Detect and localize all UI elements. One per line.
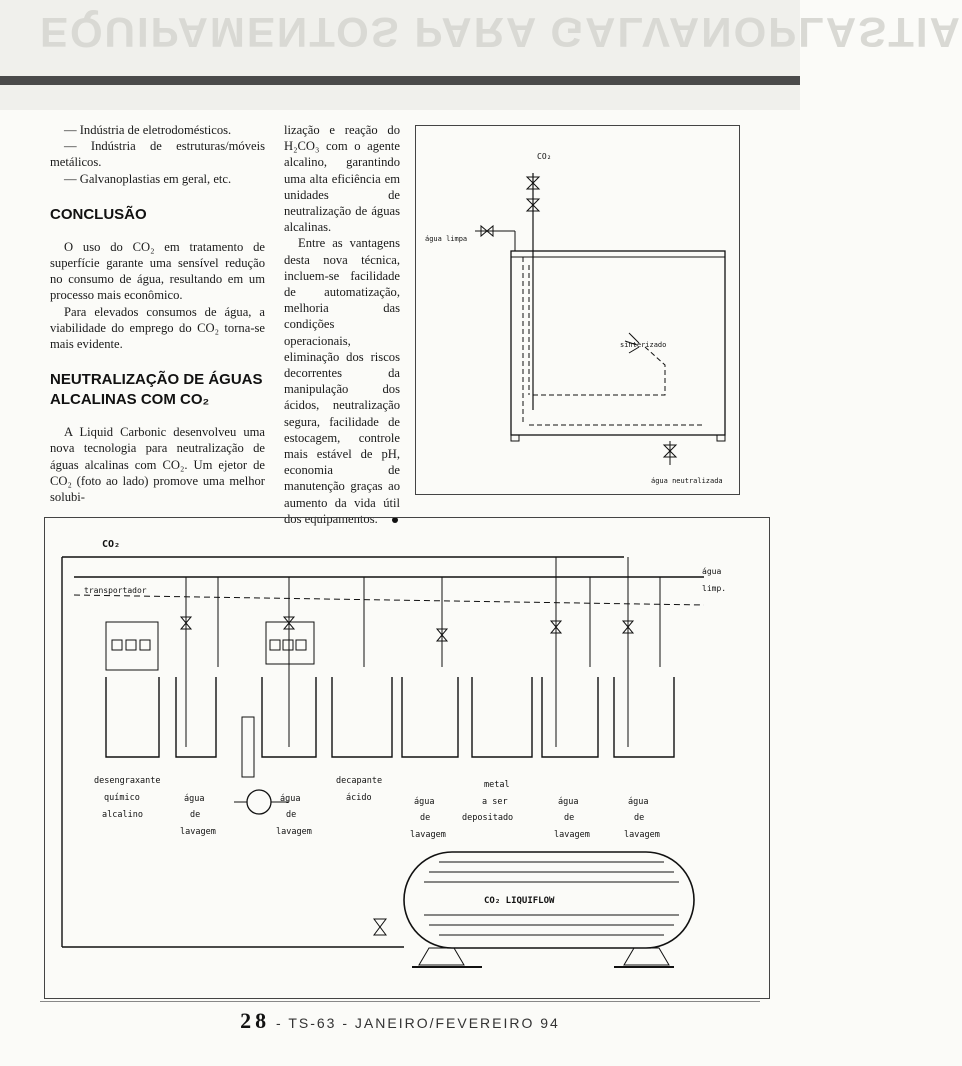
paragraph: Para elevados consumos de água, a viabilidade do emprego do CO₂ torna-se mais evidente. [50, 304, 265, 352]
metal-label: metal [484, 780, 510, 790]
decapante-label: decapante [336, 776, 383, 786]
lavagem-label: lavagem [554, 830, 590, 840]
footer-rule [40, 1001, 760, 1002]
page-footer [0, 1008, 800, 1034]
banner-bar [0, 76, 800, 85]
lavagem-label: de [286, 810, 297, 820]
page-number: 28 [240, 1008, 271, 1033]
footer-issue: - TS-63 - JANEIRO/FEVEREIRO 94 [276, 1015, 560, 1031]
list-item: — Indústria de estruturas/móveis metálicos. [50, 139, 265, 170]
lavagem-label: água [280, 794, 301, 804]
text-column-1 [50, 122, 265, 505]
lavagem-label: lavagem [180, 827, 216, 837]
banner-title: EQUIPAMENTOS PARA GALVANOPLASTIA [40, 9, 962, 56]
agua-limpa-label: água limpa [425, 235, 468, 243]
metal-label: a ser [482, 797, 508, 807]
lavagem-label: lavagem [624, 830, 660, 840]
paragraph-text: Entre as vantagens desta nova técnica, incluem-se facilidade de automatização, melhoria das condições operacionais, eliminação dos riscos decorrentes da manipulação dos ácidos, neutralização segura, facilidade de estocagem, controle mais estável de pH, economia de manutenção graças ao aumento da vida útil dos equipamentos. [284, 236, 400, 526]
neutralization-diagram [415, 125, 740, 495]
lavagem-label: água [558, 797, 579, 807]
paragraph [284, 235, 400, 527]
lavagem-label: água [184, 794, 205, 804]
limp-label: limp. [702, 584, 727, 593]
lavagem-label: lavagem [410, 830, 446, 840]
desengraxante-label: desengraxante [94, 776, 161, 786]
heading-conclusao: CONCLUSÃO [50, 205, 147, 223]
lavagem-label: água [628, 797, 649, 807]
co2-label: CO₂ [537, 152, 552, 161]
paragraph: lização e reação do H₂CO₃ com o agente alcalino, garantindo uma alta eficiência em unidades de neutralização de águas alcalinas. [284, 123, 400, 235]
lavagem-label: lavagem [276, 827, 312, 837]
agua-label: água [702, 567, 722, 576]
metal-label: depositado [462, 813, 514, 823]
paragraph: A Liquid Carbonic desenvolveu uma nova tecnologia para neutralização de águas alcalinas com CO₂. Um ejetor de CO₂ (foto ao lado) promove uma melhor solubi- [50, 425, 265, 505]
list-item: — Galvanoplastias em geral, etc. [64, 171, 232, 186]
sinterizado-label: sinterizado [620, 341, 667, 349]
lavagem-label: de [564, 813, 575, 823]
heading-neutralizacao: NEUTRALIZAÇÃO DE ÁGUAS ALCALINAS COM CO₂ [50, 371, 263, 409]
decapante-label: ácido [346, 793, 372, 803]
lavagem-label: de [420, 813, 431, 823]
agua-neutralizada-label: água neutralizada [651, 477, 723, 485]
process-line-diagram [44, 517, 770, 999]
tank-label: CO₂ LIQUIFLOW [484, 896, 555, 906]
desengraxante-label: alcalino [102, 810, 143, 820]
text-column-2 [284, 122, 400, 527]
list-item: — Indústria de eletrodomésticos. [64, 123, 232, 137]
paragraph: O uso do CO₂ em tratamento de superfície garante uma sensível redução no consumo de água, resultando em um processo mais econômico. [50, 239, 265, 303]
lavagem-label: de [634, 813, 645, 823]
co2-label: CO₂ [102, 539, 121, 550]
lavagem-label: água [414, 797, 435, 807]
transportador-label: transportador [84, 586, 147, 595]
page-banner [0, 0, 962, 110]
desengraxante-label: químico [104, 793, 140, 803]
lavagem-label: de [190, 810, 201, 820]
